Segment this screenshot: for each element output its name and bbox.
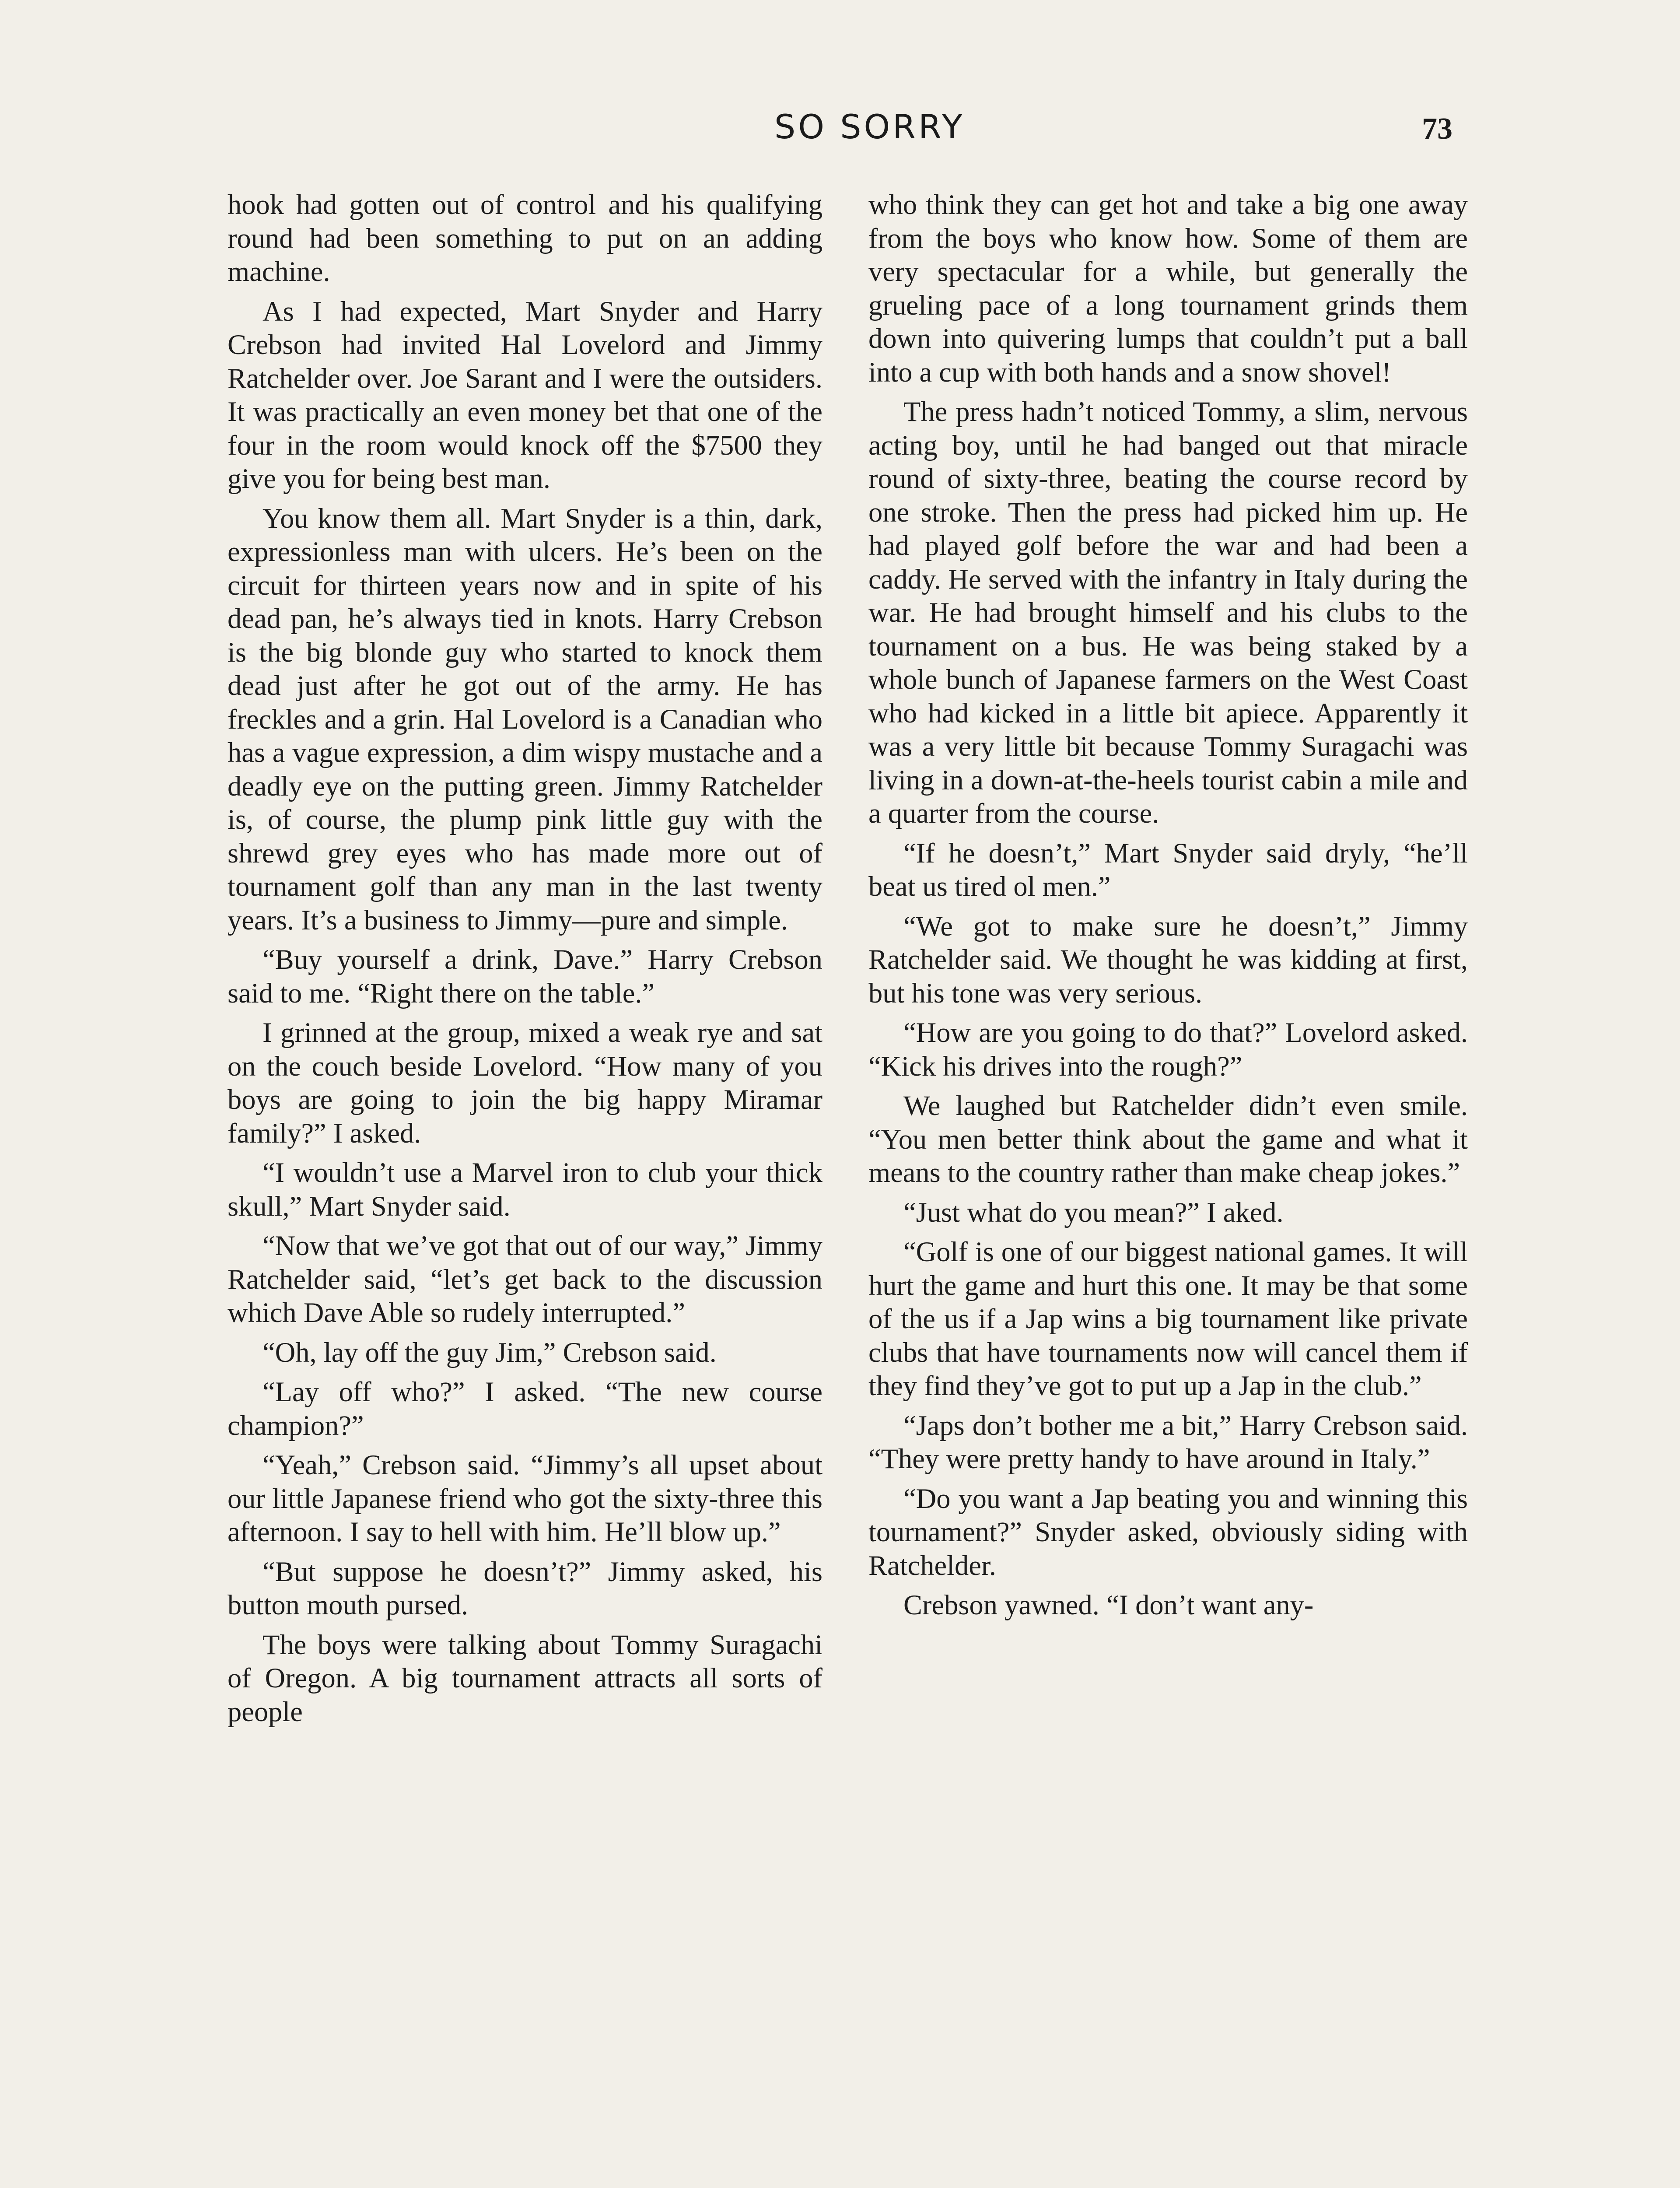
- paragraph: “If he doesn’t,” Mart Snyder said dryly, “he’ll beat us tired ol men.”: [868, 837, 1468, 902]
- paragraph: As I had expected, Mart Snyder and Harry Crebson had invited Hal Lovelord and Jimmy Ratchelder over. Joe Sarant and I were the outsiders. It was practically an even money bet that one of the four in the room would knock off the $7500 they give you for being best man.: [228, 295, 822, 494]
- paragraph: I grinned at the group, mixed a weak rye and sat on the couch beside Lovelord. “How many of you boys are going to join the big happy Miramar family?” I asked.: [228, 1017, 822, 1149]
- paragraph: Crebson yawned. “I don’t want any-: [903, 1589, 1314, 1620]
- paragraph: “Do you want a Jap beating you and winning this tournament?” Snyder asked, obviously siding with Ratchelder.: [868, 1483, 1468, 1581]
- paragraph: You know them all. Mart Snyder is a thin, dark, expressionless man with ulcers. He’s been on the circuit for thirteen years now and in spite of his dead pan, he’s always tied in knots. Harry Crebson is the big blonde guy who started to knock them dead just after he got out of the army. He has freckles and a grin. Hal Lovelord is a Canadian who has a vague expression, a dim wispy mustache and a deadly eye on the putting green. Jimmy Ratchelder is, of course, the plump pink little guy with the shrewd grey eyes who has made more out of tournament golf than any man in the last twenty years. It’s a business to Jimmy—pure and simple.: [228, 502, 822, 936]
- paragraph: “Japs don’t bother me a bit,” Harry Crebson said. “They were pretty handy to have around in Italy.”: [868, 1410, 1468, 1474]
- paragraph: “Oh, lay off the guy Jim,” Crebson said.: [262, 1336, 717, 1368]
- paragraph: “Lay off who?” I asked. “The new course champion?”: [228, 1376, 822, 1441]
- paragraph: who think they can get hot and take a big one away from the boys who know how. Some of them are very spectacular for a while, but generally the grueling pace of a long tournament grinds them down into quivering lumps that couldn’t put a ball into a cup with both hands and a snow shovel!: [868, 189, 1468, 388]
- paragraph: “We got to make sure he doesn’t,” Jimmy Ratchelder said. We thought he was kidding at first, but his tone was very serious.: [868, 910, 1468, 1009]
- paragraph: “Just what do you mean?” I aked.: [903, 1196, 1284, 1228]
- paragraph: The press hadn’t noticed Tommy, a slim, nervous acting boy, until he had banged out that miracle round of sixty-three, beating the course record by one stroke. Then the press had picked him up. He had played golf before the war and had been a caddy. He served with the infantry in Italy during the war. He had brought himself and his clubs to the tournament on a bus. He was being staked by a whole bunch of Japanese farmers on the West Coast who had kicked in a little bit apiece. Apparently it was a very little bit because Tommy Suragachi was living in a down-at-the-heels tourist cabin a mile and a quarter from the course.: [868, 396, 1468, 829]
- paragraph: The boys were talking about Tommy Suragachi of Oregon. A big tournament attracts all sorts of people: [228, 1629, 822, 1727]
- paragraph: “How are you going to do that?” Lovelord asked. “Kick his drives into the rough?”: [868, 1017, 1468, 1082]
- paragraph: “Yeah,” Crebson said. “Jimmy’s all upset about our little Japanese friend who got the sixty-three this afternoon. I say to hell with him. He’ll blow up.”: [228, 1449, 822, 1547]
- left-text-column: [228, 188, 822, 1735]
- paragraph: “Now that we’ve got that out of our way,” Jimmy Ratchelder said, “let’s get back to the discussion which Dave Able so rudely interrupted.”: [228, 1230, 822, 1328]
- paragraph: “I wouldn’t use a Marvel iron to club your thick skull,” Mart Snyder said.: [228, 1157, 822, 1222]
- paragraph: hook had gotten out of control and his qualifying round had been something to put on an adding machine.: [228, 189, 822, 287]
- paragraph: “Golf is one of our biggest national games. It will hurt the game and hurt this one. It may be that some of the us if a Jap wins a big tournament like private clubs that have tournaments now will cancel them if they find they’ve got to put up a Jap in the club.”: [868, 1236, 1468, 1401]
- paragraph: “Buy yourself a drink, Dave.” Harry Crebson said to me. “Right there on the table.”: [228, 944, 822, 1009]
- right-text-column: [868, 188, 1468, 1628]
- paragraph: We laughed but Ratchelder didn’t even smile. “You men better think about the game and what it means to the country rather than make cheap jokes.”: [868, 1090, 1468, 1188]
- paragraph: “But suppose he doesn’t?” Jimmy asked, his button mouth pursed.: [228, 1556, 822, 1620]
- page-number: 73: [1422, 112, 1452, 146]
- running-header-title: SO SORRY: [774, 107, 965, 146]
